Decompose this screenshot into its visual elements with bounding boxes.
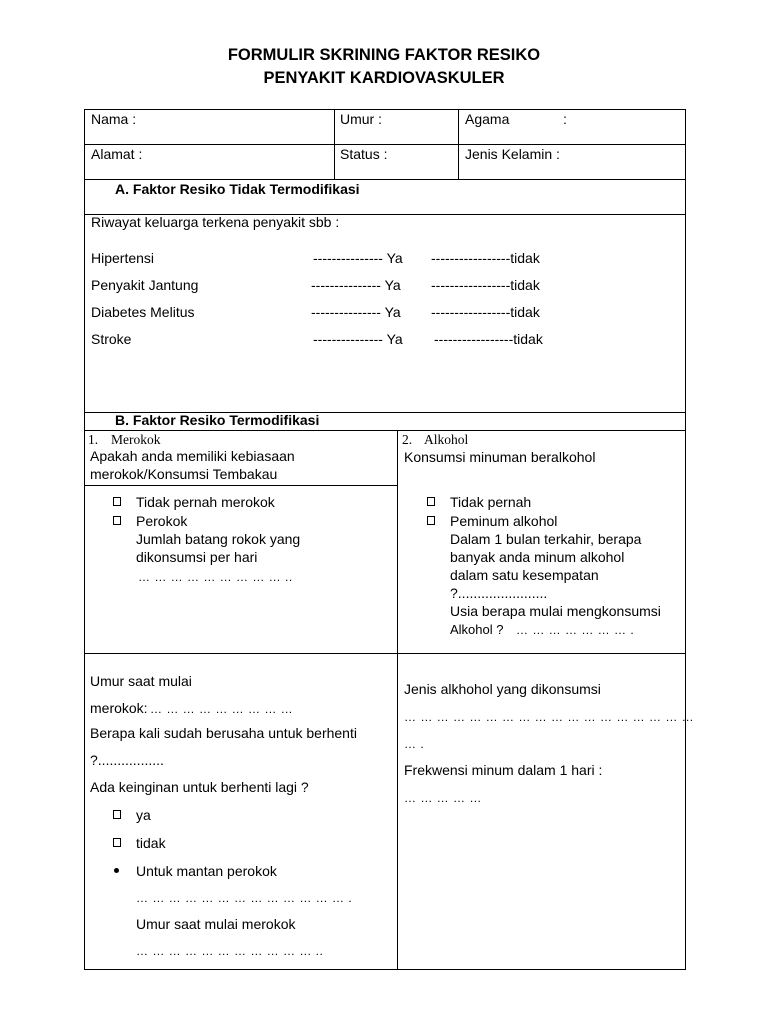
jumlah-batang-dots[interactable]: … … … … … … … … … .. [138, 570, 293, 584]
opt-ya: ya [136, 807, 151, 823]
opt-perokok: Perokok [136, 513, 188, 529]
alamat-label: Alamat : [91, 146, 143, 162]
section-b-heading: B. Faktor Resiko Termodifikasi [115, 412, 320, 428]
agama-label: Agama [465, 111, 510, 127]
jenis-kelamin-label: Jenis Kelamin : [465, 146, 560, 162]
checkbox-perokok[interactable] [113, 516, 121, 525]
checkbox-ya[interactable] [113, 810, 121, 819]
alkohol-detail-3: dalam satu kesempatan [450, 567, 599, 583]
merokok-question-1: Apakah anda memiliki kebiasaan [90, 448, 295, 464]
jumlah-batang-2: dikonsumsi per hari [136, 549, 258, 565]
merokok-dots[interactable]: … … … … … … … … … [150, 702, 294, 716]
umur-mulai-label: Umur saat mulai [90, 673, 192, 689]
checkbox-tidak-pernah-alkohol[interactable] [427, 497, 435, 506]
alkohol-question: Konsumsi minuman beralkohol [404, 449, 596, 465]
usia-mulai-line: Usia berapa mulai mengkonsumsi [450, 603, 661, 619]
merokok-number: 1. [88, 432, 99, 447]
risk-tidak-diabetes: -----------------tidak [431, 304, 540, 320]
umur-mulai-merokok-label: Umur saat mulai merokok [136, 916, 296, 932]
risk-ya-diabetes: --------------- Ya [311, 304, 401, 320]
umur-label: Umur : [340, 111, 382, 127]
form-title-line1: FORMULIR SKRINING FAKTOR RESIKO [227, 46, 541, 64]
mantan-perokok-dots[interactable]: … … … … … … … … … … … … … . [136, 891, 353, 905]
checkbox-tidak-pernah-merokok[interactable] [113, 497, 121, 506]
mantan-perokok-label: Untuk mantan perokok [136, 863, 277, 879]
alkohol-label: Alkohol ? [450, 622, 504, 637]
risk-label-stroke: Stroke [91, 331, 132, 347]
alkohol-detail-2: banyak anda minum alkohol [450, 549, 625, 565]
bullet-icon [114, 868, 119, 873]
riwayat-intro: Riwayat keluarga terkena penyakit sbb : [91, 214, 340, 230]
risk-label-diabetes: Diabetes Melitus [91, 304, 195, 320]
berhenti-dots[interactable]: ?................. [90, 752, 164, 768]
checkbox-peminum-alkohol[interactable] [427, 516, 435, 525]
status-label: Status : [340, 146, 388, 162]
section-a-heading: A. Faktor Resiko Tidak Termodifikasi [115, 181, 360, 197]
merokok-label: merokok: [90, 700, 148, 716]
jenis-alkohol-dots-2[interactable]: … . [404, 737, 425, 751]
alkohol-dots[interactable]: … … … … … … … . [516, 623, 635, 637]
alkohol-detail-1: Dalam 1 bulan terkahir, berapa [450, 531, 642, 547]
risk-ya-jantung: --------------- Ya [311, 277, 401, 293]
nama-label: Nama : [91, 111, 137, 127]
alkohol-detail-4[interactable]: ?....................... [450, 585, 548, 601]
opt-tidak-pernah-alkohol: Tidak pernah [450, 494, 532, 510]
risk-label-hipertensi: Hipertensi [91, 250, 155, 266]
risk-tidak-hipertensi: -----------------tidak [431, 250, 540, 266]
frekwensi-dots[interactable]: … … … … … [404, 791, 482, 805]
risk-tidak-stroke: -----------------tidak [434, 331, 543, 347]
risk-label-jantung: Penyakit Jantung [91, 277, 199, 293]
checkbox-tidak[interactable] [113, 838, 121, 847]
opt-tidak: tidak [136, 835, 166, 851]
jumlah-batang-1: Jumlah batang rokok yang [136, 531, 301, 547]
umur-mulai-merokok-dots[interactable]: … … … … … … … … … … … .. [136, 944, 324, 958]
form-title-line2: PENYAKIT KARDIOVASKULER [263, 69, 505, 87]
jenis-alkohol-dots-1[interactable]: … … … … … … … … … … … … … … … … … … [404, 710, 695, 724]
keinginan-question: Ada keinginan untuk berhenti lagi ? [90, 779, 309, 795]
merokok-question-2: merokok/Konsumsi Tembakau [90, 466, 278, 482]
risk-ya-hipertensi: --------------- Ya [313, 250, 403, 266]
risk-ya-stroke: --------------- Ya [313, 331, 403, 347]
jenis-alkohol-label: Jenis alkhohol yang dikonsumsi [404, 681, 601, 697]
opt-tidak-pernah-merokok: Tidak pernah merokok [136, 494, 275, 510]
alkohol-number: 2. [402, 432, 413, 447]
alkohol-title: Alkohol [424, 432, 469, 447]
frekwensi-label: Frekwensi minum dalam 1 hari : [404, 762, 603, 778]
opt-peminum-alkohol: Peminum alkohol [450, 513, 558, 529]
agama-colon: : [563, 111, 567, 127]
merokok-title: Merokok [111, 432, 161, 447]
berhenti-question: Berapa kali sudah berusaha untuk berhenti [90, 725, 357, 741]
risk-tidak-jantung: -----------------tidak [431, 277, 540, 293]
